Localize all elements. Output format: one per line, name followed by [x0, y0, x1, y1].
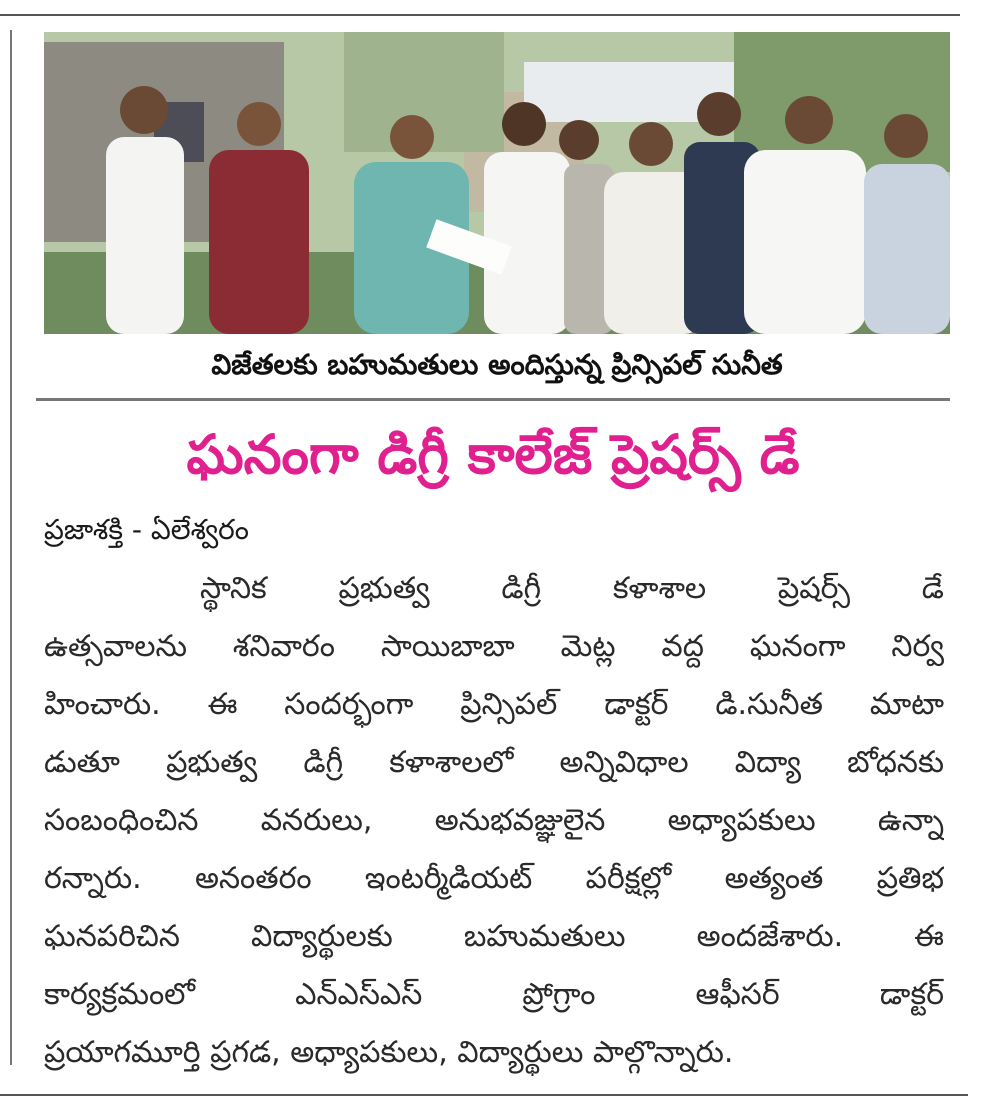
- article-body-line: హించారు. ఈ సందర్భంగా ప్రిన్సిపల్ డాక్టర్ డి.సునీత మాటా: [44, 687, 944, 722]
- article-body-line: ప్రయాగమూర్తి ప్రగడ, అధ్యాపకులు, విద్యార్థులు పాల్గొన్నారు.: [44, 1035, 734, 1070]
- article-body-line: ఉత్సవాలను శనివారం సాయిబాబా మెట్ల వద్ద ఘనంగా నిర్వ: [44, 629, 944, 664]
- article-body-line: డుతూ ప్రభుత్వ డిగ్రీ కళాశాలలో అన్నివిధాల విద్యా బోధనకు: [44, 745, 944, 780]
- article-body-line: సంబంధించిన వనరులు, అనుభవజ్ఞులైన అధ్యాపకులు ఉన్నా: [44, 803, 944, 838]
- headline: ఘనంగా డిగ్రీ కాలేజ్ ప్రెషర్స్ డే: [186, 423, 800, 486]
- article-body-line: కార్యక్రమంలో ఎన్ఎస్ఎస్ ప్రోగ్రాం ఆఫీసర్ డాక్టర్: [44, 977, 944, 1012]
- top-rule: [0, 14, 960, 16]
- article-body-line: రన్నారు. అనంతరం ఇంటర్మీడియట్ పరీక్షల్లో అత్యంత ప్రతిభ: [44, 861, 944, 896]
- dateline: ప్రజాశక్తి - ఏలేశ్వరం: [44, 513, 249, 546]
- photo-caption: విజేతలకు బహుమతులు అందిస్తున్న ప్రిన్సిపల్ సునీత: [211, 348, 783, 381]
- caption-rule: [36, 398, 950, 401]
- news-photo: [44, 32, 950, 334]
- article-body-line: ఘనపరిచిన విద్యార్థులకు బహుమతులు అందజేశారు. ఈ: [44, 919, 944, 954]
- article-body-line: స్థానిక ప్రభుత్వ డిగ్రీ కళాశాల ప్రెషర్స్ డే: [200, 571, 944, 606]
- bottom-rule: [0, 1094, 968, 1096]
- left-column-rule: [10, 30, 12, 1065]
